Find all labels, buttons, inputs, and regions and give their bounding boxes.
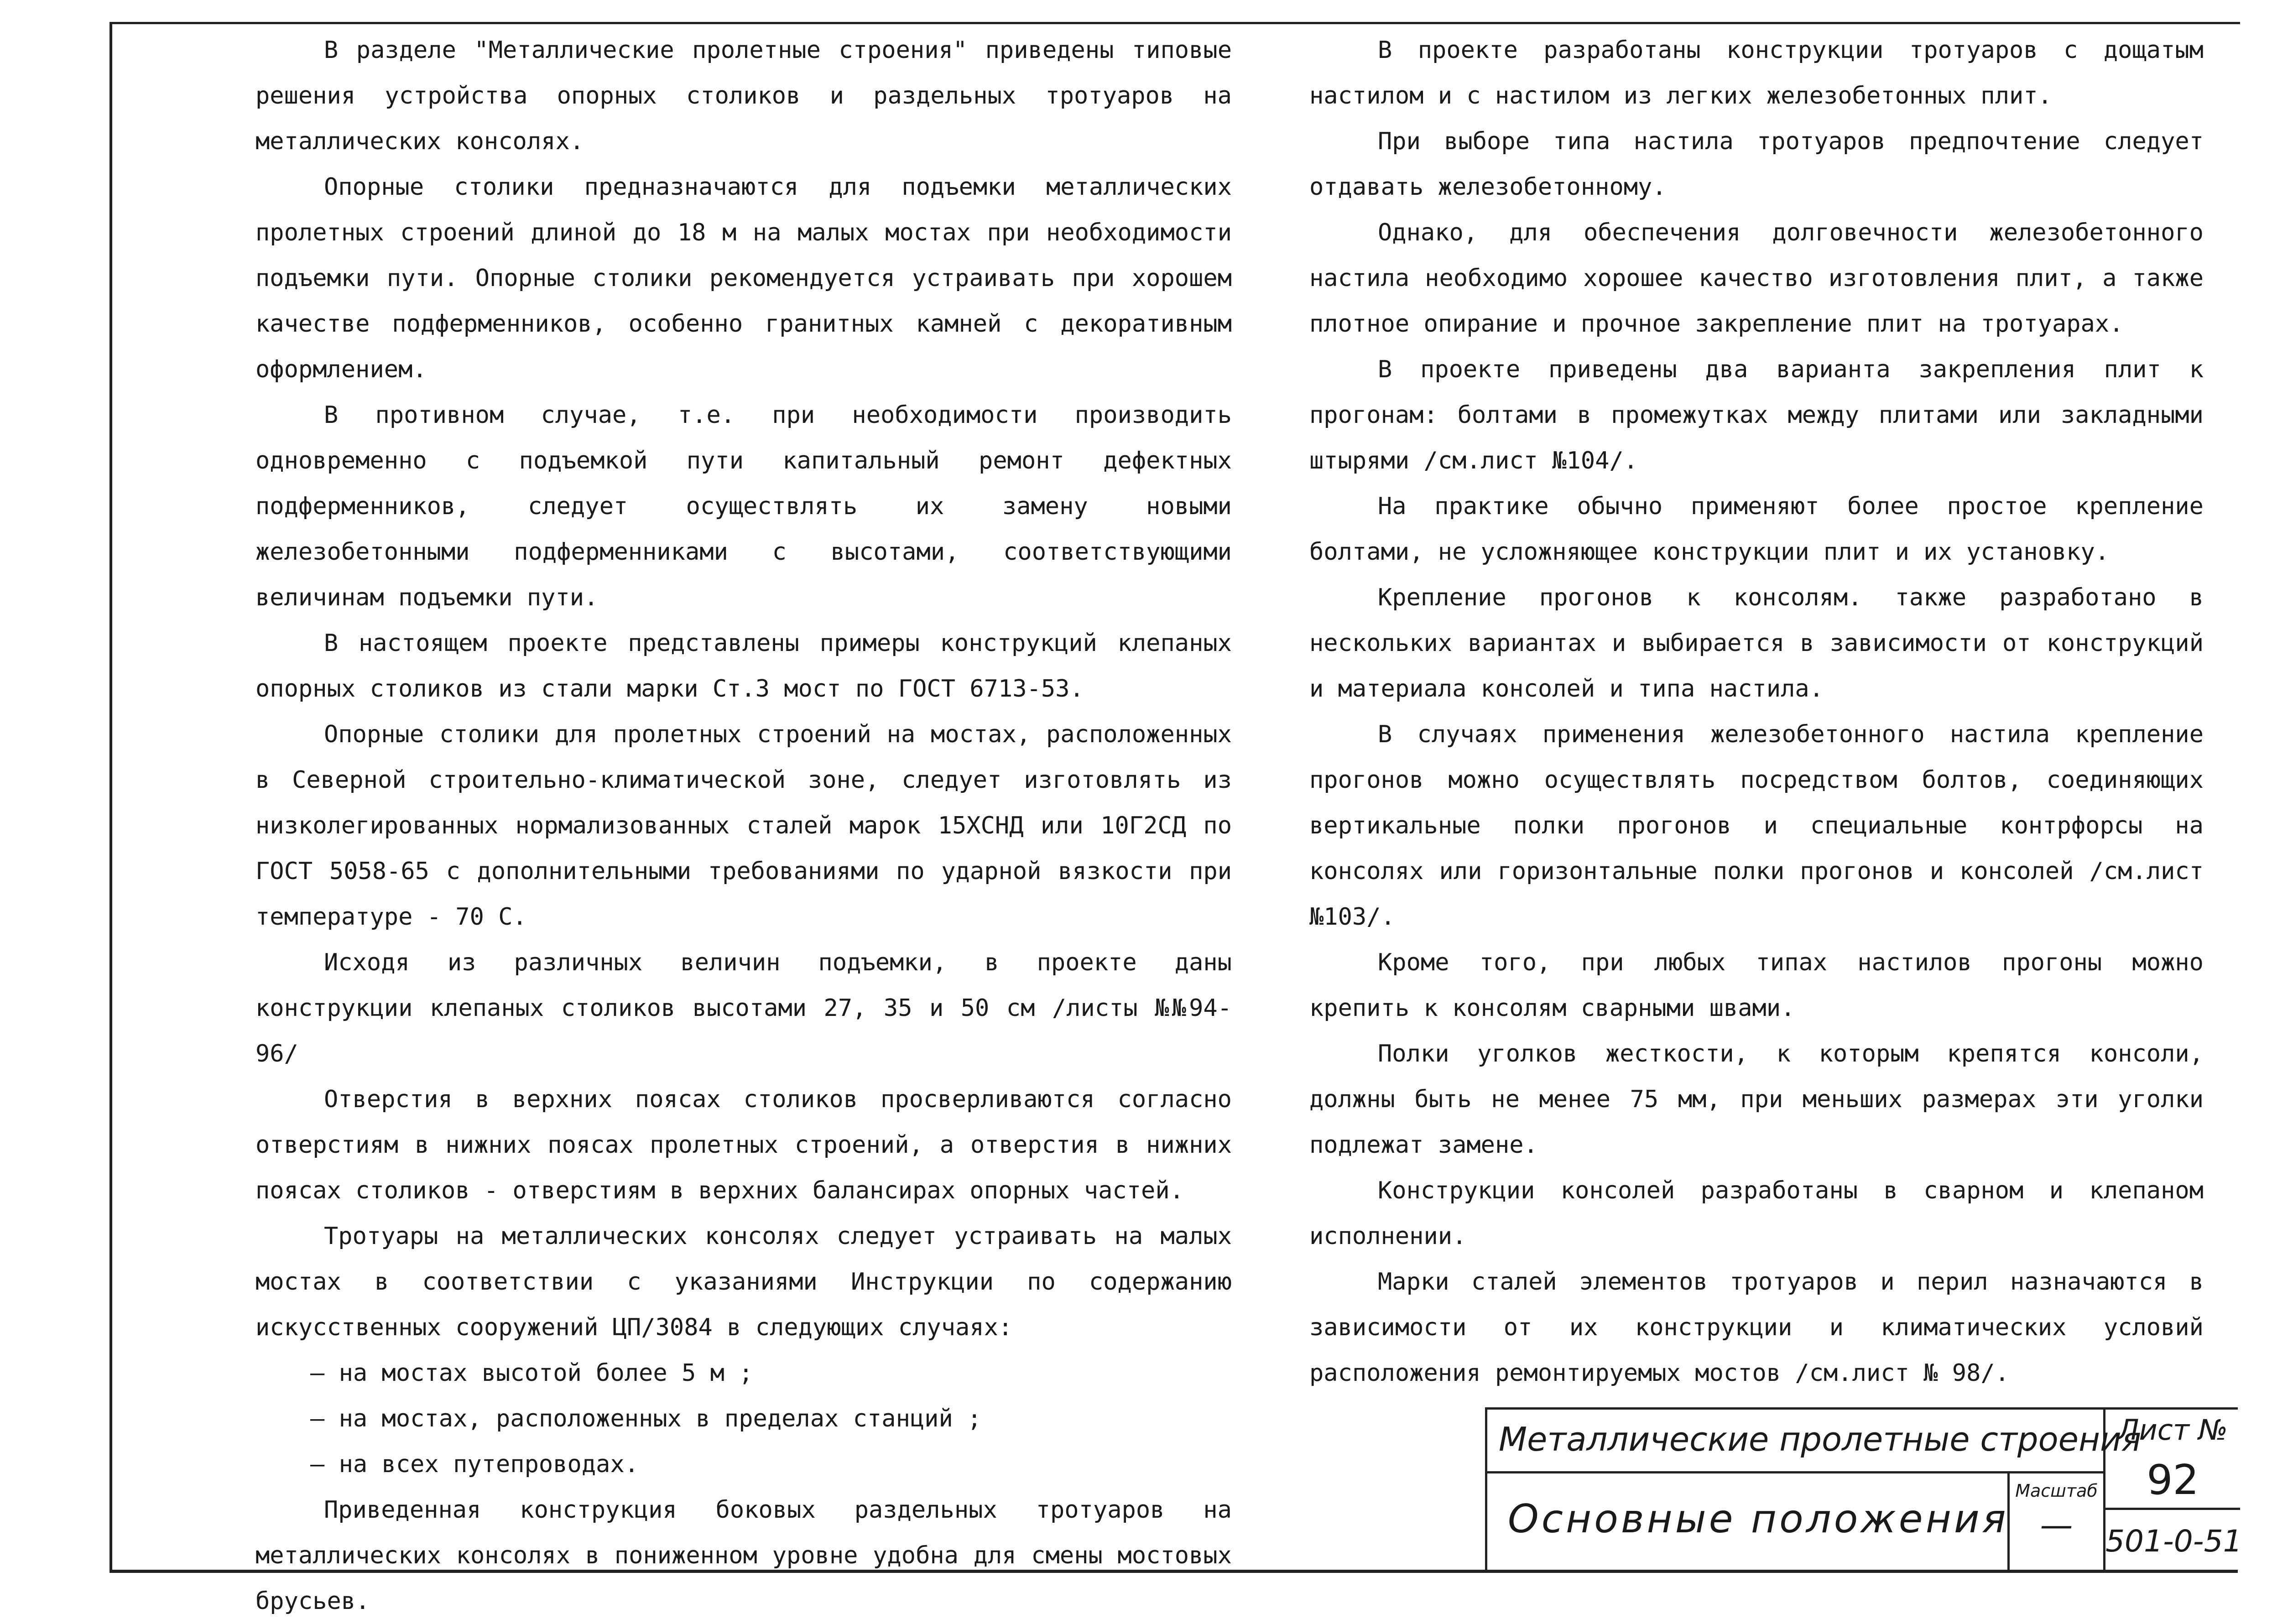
paragraph: В проекте разработаны конструкции тротуаров с дощатым настилом и с настилом из легких железобетонных плит. <box>1309 36 2204 109</box>
paragraph: Опорные столики предназначаются для подъемки металлических пролетных строений длиной до 18 м на малых мостах при необходимости подъемки пути. Опорные столики рекомендуется устраивать при хорошем качестве подферменников, особенно гранитных камней с декоративным оформлением. <box>255 173 1232 383</box>
paragraph: На практике обычно применяют более простое крепление болтами, не усложняющее конструкции плит и их установку. <box>1309 493 2204 566</box>
paragraph: В проекте приведены два варианта закрепления плит к прогонам: болтами в промежутках между плитами или закладными штырями /см.лист №104/. <box>1309 356 2204 474</box>
project-code: 501-0-51 <box>2105 1524 2242 1559</box>
paragraph: Марки сталей элементов тротуаров и перил назначаются в зависимости от их конструкции и климатических условий расположения ремонтируемых мостов /см.лист № 98/. <box>1309 1268 2204 1387</box>
paragraph: В случаях применения железобетонного настила крепление прогонов можно осуществлять посредством болтов, соединяющих вертикальные полки прогонов и специальные контрфорсы на консолях или горизонтальные полки прогонов и консолей /см.лист №103/. <box>1309 721 2204 931</box>
paragraph: Кроме того, при любых типах настилов прогоны можно крепить к консолям сварными швами. <box>1309 949 2204 1022</box>
scale-value: — <box>2040 1506 2073 1544</box>
paragraph: Тротуары на металлических консолях следует устраивать на малых мостах в соответствии с указаниями Инструкции по содержанию искусственных сооружений ЦП/3084 в следующих случаях: <box>255 1223 1232 1341</box>
paragraph: Полки уголков жесткости, к которым крепятся консоли, должны быть не менее 75 мм, при меньших размерах эти уголки подлежат замене. <box>1309 1040 2204 1159</box>
right-text-column <box>1309 27 2204 1396</box>
scale-label: Масштаб <box>2015 1481 2098 1501</box>
scale-cell <box>2010 1473 2105 1572</box>
paragraph: Однако, для обеспечения долговечности железобетонного настила необходимо хорошее качество изготовления плит, а также плотное опирание и прочное закрепление плит на тротуарах. <box>1309 219 2204 338</box>
paragraph: Крепление прогонов к консолям. также разработано в нескольких вариантах и выбирается в зависимости от конструкций и материала консолей и типа настила. <box>1309 584 2204 703</box>
list-item: – на мостах, расположенных в пределах станций ; <box>310 1405 982 1432</box>
paragraph: Исходя из различных величин подъемки, в проекте даны конструкции клепаных столиков высотами 27, 35 и 50 см /листы №№94-96/ <box>255 949 1232 1067</box>
list-item: – на всех путепроводах. <box>310 1451 639 1478</box>
paragraph: В разделе "Металлические пролетные строения" приведены типовые решения устройства опорных столиков и раздельных тротуаров на металлических консолях. <box>255 36 1232 155</box>
list-item: – на мостах высотой более 5 м ; <box>310 1359 753 1387</box>
paragraph: Приведенная конструкция боковых раздельных тротуаров на металлических консолях в пониженном уровне удобна для смены мостовых брусьев. <box>255 1496 1232 1615</box>
paragraph: Конструкции консолей разработаны в сварном и клепаном исполнении. <box>1309 1177 2204 1250</box>
paragraph: Отверстия в верхних поясах столиков просверливаются согласно отверстиям в нижних поясах пролетных строений, а отверстия в нижних поясах столиков - отверстиям в верхних балансирах опорных частей. <box>255 1086 1232 1204</box>
section-title: Металлические пролетные строения <box>1487 1410 2105 1473</box>
document-title: Основные положения <box>1487 1473 2010 1572</box>
paragraph: Опорные столики для пролетных строений на мостах, расположенных в Северной строительно-климатической зоне, следует изготовлять из низколегированных нормализованных сталей марок 15ХСНД или 10Г2СД по ГОСТ 5058-65 с дополнительными требованиями по ударной вязкости при температуре - 70 С. <box>255 721 1232 931</box>
title-block <box>1485 1407 2242 1570</box>
sheet-label: Лист № <box>2117 1413 2228 1447</box>
paragraph: В противном случае, т.е. при необходимости производить одновременно с подъемкой пути капитальный ремонт дефектных подферменников, следует осуществлять их замену новыми железобетонными подферменниками с высотами, соответствующими величинам подъемки пути. <box>255 401 1232 611</box>
paragraph: При выборе типа настила тротуаров предпочтение следует отдавать железобетонному. <box>1309 128 2204 201</box>
left-text-column <box>255 27 1232 1624</box>
sheet-number: 92 <box>2105 1451 2240 1510</box>
paragraph: В настоящем проекте представлены примеры конструкций клепаных опорных столиков из стали марки Ст.3 мост по ГОСТ 6713-53. <box>255 630 1232 703</box>
